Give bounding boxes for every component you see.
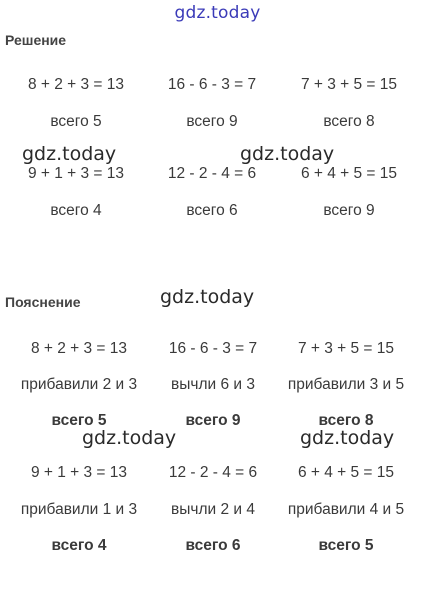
explanation-equation: 6 + 4 + 5 = 15 <box>297 464 395 481</box>
watermark-text: gdz.today <box>300 427 395 449</box>
watermark-text: gdz.today <box>82 427 177 449</box>
explanation-total: всего 5 <box>318 537 374 554</box>
explanation-equation: 16 - 6 - 3 = 7 <box>168 340 258 357</box>
explanation-equation: 7 + 3 + 5 = 15 <box>297 340 395 357</box>
solution-equation: 7 + 3 + 5 = 15 <box>300 76 398 93</box>
explanation-total: всего 9 <box>185 412 241 429</box>
explanation-note: вычли 6 и 3 <box>171 376 255 393</box>
solution-total: всего 6 <box>186 202 238 219</box>
watermark-text: gdz.today <box>160 286 255 308</box>
explanation-total: всего 8 <box>318 412 374 429</box>
solution-heading: Решение <box>5 32 67 48</box>
solution-equation: 8 + 2 + 3 = 13 <box>27 76 125 93</box>
solution-equation: 6 + 4 + 5 = 15 <box>300 165 398 182</box>
solution-total: всего 9 <box>323 202 375 219</box>
explanation-total: всего 6 <box>185 537 241 554</box>
explanation-note: прибавили 2 и 3 <box>20 376 138 393</box>
solution-equation: 12 - 2 - 4 = 6 <box>167 165 257 182</box>
explanation-heading: Пояснение <box>5 294 81 310</box>
watermark-text: gdz.today <box>22 143 117 165</box>
explanation-total: всего 5 <box>51 412 107 429</box>
solution-equation: 9 + 1 + 3 = 13 <box>27 165 125 182</box>
explanation-equation: 9 + 1 + 3 = 13 <box>30 464 128 481</box>
explanation-note: прибавили 1 и 3 <box>20 501 138 518</box>
explanation-note: прибавили 4 и 5 <box>287 501 405 518</box>
solution-total: всего 4 <box>50 202 102 219</box>
solution-total: всего 5 <box>50 113 102 130</box>
explanation-equation: 8 + 2 + 3 = 13 <box>30 340 128 357</box>
explanation-total: всего 4 <box>51 537 107 554</box>
explanation-equation: 12 - 2 - 4 = 6 <box>168 464 258 481</box>
explanation-note: прибавили 3 и 5 <box>287 376 405 393</box>
explanation-note: вычли 2 и 4 <box>171 501 255 518</box>
solution-total: всего 8 <box>323 113 375 130</box>
solution-total: всего 9 <box>186 113 238 130</box>
solution-equation: 16 - 6 - 3 = 7 <box>167 76 257 93</box>
watermark-text: gdz.today <box>240 143 335 165</box>
site-logo[interactable]: gdz.today <box>174 3 261 23</box>
